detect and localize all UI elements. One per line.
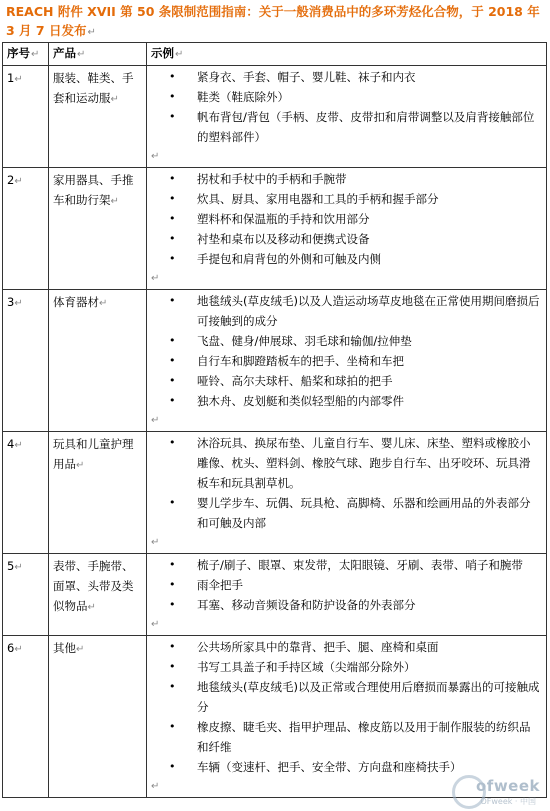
product-cell: 表带、手腕带、面罩、头带及类似物品↵ [49,554,147,636]
product-cell: 体育器材↵ [49,290,147,432]
table-row [3,554,547,636]
example-item: • 手提包和肩背包的外侧和可触及内侧 [169,249,540,269]
product-cell: 玩具和儿童护理用品↵ [49,432,147,554]
examples-list [147,291,546,411]
watermark-logo [452,771,546,809]
product-name: 体育器材 [53,295,99,309]
table-row [3,432,547,554]
paragraph-mark-icon: ↵ [151,415,160,426]
example-item: • 婴儿学步车、玩偶、玩具枪、高脚椅、乐器和绘画用品的外表部分和可触及内部 [169,493,540,533]
row-number-cell: 2↵ [3,168,49,290]
example-item: • 梳子/刷子、眼罩、束发带，太阳眼镜、牙刷、表带、哨子和腕带 [169,555,540,575]
examples-cell [147,432,547,554]
table-header-row [3,43,547,66]
row-number: 5 [7,559,15,573]
table-row [3,168,547,290]
example-item: • 独木舟、皮划艇和类似轻型船的内部零件 [169,391,540,411]
example-item: • 车辆（变速杆、把手、安全带、方向盘和座椅扶手） [169,757,540,777]
row-number: 6 [7,641,15,655]
header-product: 产品↵ [49,43,147,66]
example-item: • 橡皮擦、睫毛夹、指甲护理品、橡皮筋以及用于制作服装的纺织品和纤维 [169,717,540,757]
product-cell: 家用器具、手推车和助行架↵ [49,168,147,290]
example-item: • 地毯绒头(草皮绒毛)以及人造运动场草皮地毯在正常使用期间磨损后可接触到的成分 [169,291,540,331]
row-number-cell: 6↵ [3,636,49,798]
example-item: • 拐杖和手杖中的手柄和手腕带 [169,169,540,189]
product-name: 其他 [53,641,76,655]
product-cell: 服装、鞋类、手套和运动服↵ [49,66,147,168]
paragraph-mark-icon: ↵ [87,27,96,38]
row-number: 1 [7,71,15,85]
examples-list [147,637,546,777]
paragraph-mark-icon: ↵ [151,151,160,162]
product-name: 表带、手腕带、面罩、头带及类似物品 [53,559,134,613]
examples-cell [147,168,547,290]
product-name: 服装、鞋类、手套和运动服 [53,71,134,105]
row-number-cell: 4↵ [3,432,49,554]
example-item: • 衬垫和桌布以及移动和便携式设备 [169,229,540,249]
example-item: • 紧身衣、手套、帽子、婴儿鞋、袜子和内衣 [169,67,540,87]
row-number: 2 [7,173,15,187]
example-item: • 帆布背包/背包（手柄、皮带、皮带扣和肩带调整以及肩背接触部位的塑料部件） [169,107,540,147]
paragraph-mark-icon: ↵ [151,273,160,284]
example-item: • 公共场所家具中的靠背、把手、腿、座椅和桌面 [169,637,540,657]
example-item: • 地毯绒头(草皮绒毛)以及正常或合理使用后磨损而暴露出的可接触成分 [169,677,540,717]
examples-cell [147,290,547,432]
product-name: 玩具和儿童护理用品 [53,437,134,471]
header-examples: 示例↵ [147,43,547,66]
example-item: • 沐浴玩具、换尿布垫、儿童自行车、婴儿床、床垫、塑料或橡胶小雕像、枕头、塑料剑、橡胶气球、跑步自行车、出牙咬环、玩具滑板车和玩具割草机。 [169,433,540,493]
examples-cell [147,554,547,636]
examples-cell [147,66,547,168]
example-item: • 书写工具盖子和手持区域（尖端部分除外） [169,657,540,677]
table-row [3,290,547,432]
example-item: • 塑料杯和保温瓶的手持和饮用部分 [169,209,540,229]
example-item: • 耳塞、移动音频设备和防护设备的外表部分 [169,595,540,615]
paragraph-mark-icon: ↵ [151,537,160,548]
restriction-table [2,42,547,798]
product-name: 家用器具、手推车和助行架 [53,173,134,207]
examples-list [147,555,546,615]
row-number-cell: 3↵ [3,290,49,432]
examples-list [147,433,546,533]
examples-list [147,169,546,269]
row-number-cell: 1↵ [3,66,49,168]
table-row [3,66,547,168]
product-cell: 其他↵ [49,636,147,798]
watermark-text: ofweek [475,777,540,795]
paragraph-mark-icon: ↵ [151,619,160,630]
example-item: • 鞋类（鞋底除外） [169,87,540,107]
example-item: • 雨伞把手 [169,575,540,595]
row-number-cell: 5↵ [3,554,49,636]
example-item: • 炊具、厨具、家用电器和工具的手柄和握手部分 [169,189,540,209]
row-number: 4 [7,437,15,451]
row-number: 3 [7,295,15,309]
example-item: • 飞盘、健身/伸展球、羽毛球和输伽/拉伸垫 [169,331,540,351]
watermark-subtext: OFweek · 中国 [480,797,536,806]
examples-list [147,67,546,147]
example-item: • 自行车和脚蹬踏板车的把手、坐椅和车把 [169,351,540,371]
page-title: REACH 附件 XVII 第 50 条限制范围指南：关于一般消费品中的多环芳烃化合物，于 2018 年 3 月 7 日发布↵ [6,4,540,38]
example-item: • 哑铃、高尔夫球杆、船桨和球拍的把手 [169,371,540,391]
paragraph-mark-icon: ↵ [151,781,160,792]
header-num: 序号↵ [3,43,49,66]
